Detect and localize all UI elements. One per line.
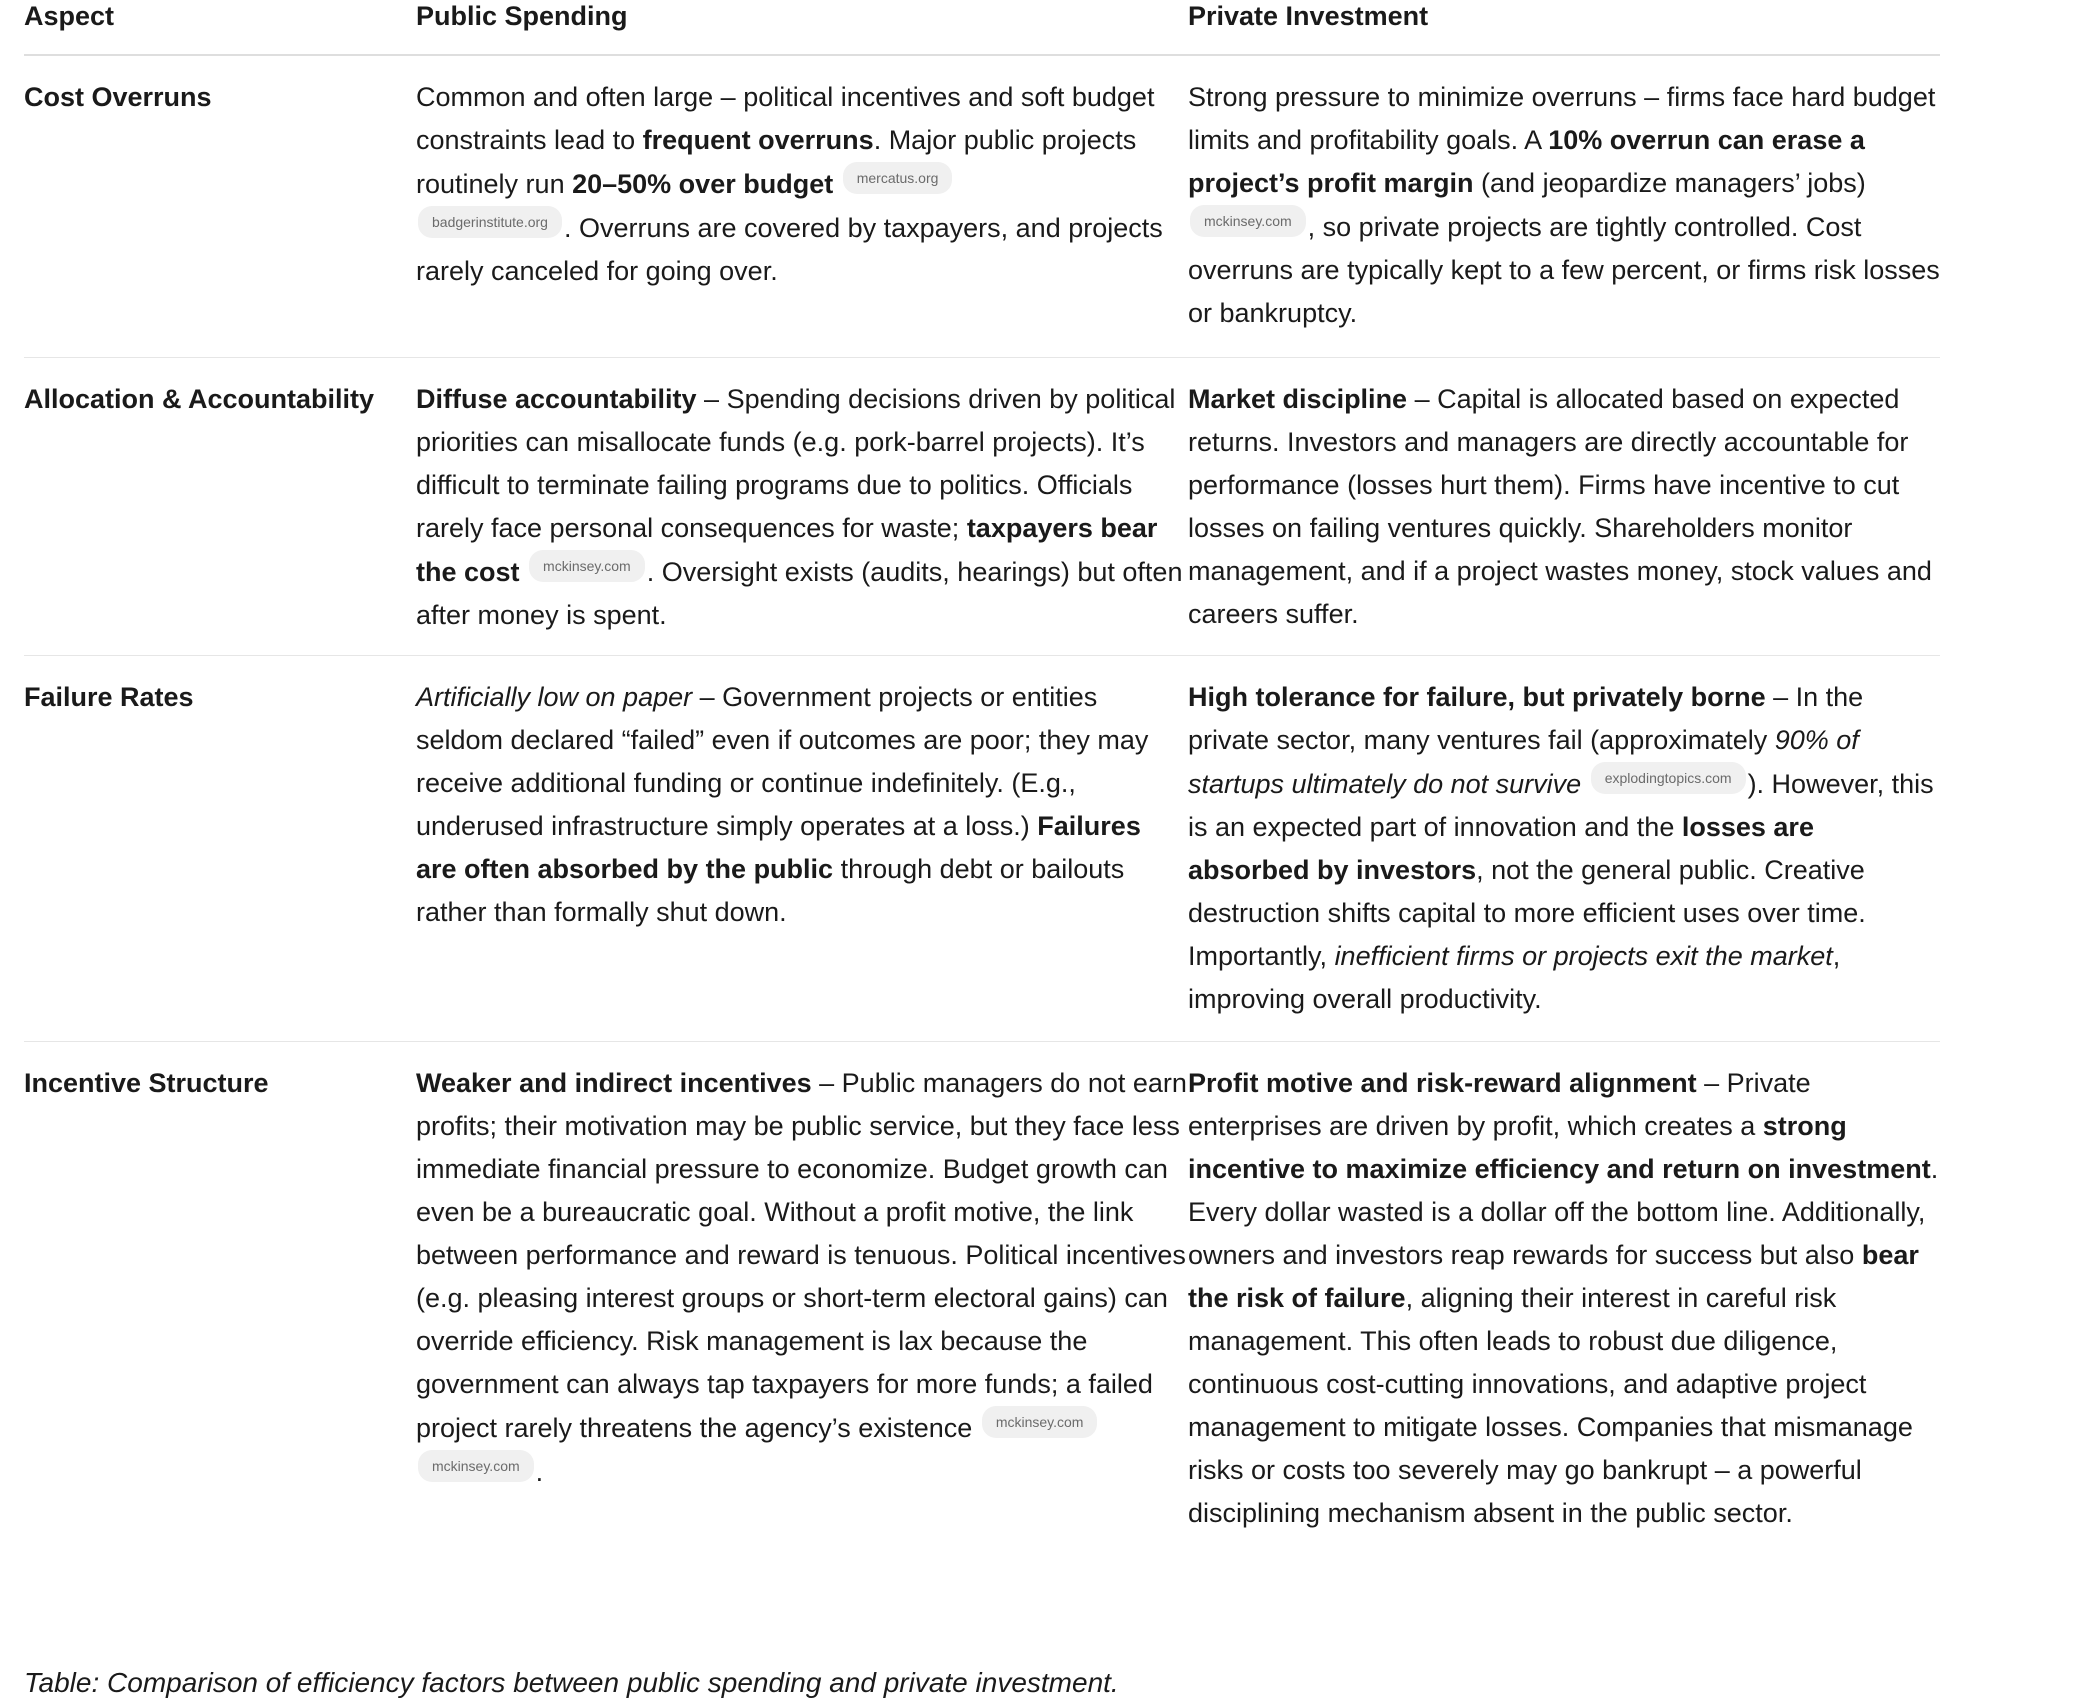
- header-private-investment: Private Investment: [1188, 1, 1429, 31]
- public-cell: Common and often large – political incentives and soft budget constraints lead to frequent overruns. Major public projects routinely run 20–50% over budget mercatus.org badgerinstitute.org . Overruns are covered by taxpayers, and projects rarely canceled for going over.: [416, 82, 1163, 286]
- private-cell: Profit motive and risk-reward alignment – Private enterprises are driven by profit, which creates a strong incentive to maximize efficiency and return on investment. Every dollar wasted is a dollar off the bottom line. Additionally, owners and investors reap rewards for success but also bear the risk of failure, aligning their interest in careful risk management. This often leads to robust due diligence, continuous cost-cutting innovations, and adaptive project management to mitigate losses. Companies that mismanage risks or costs too severely may go bankrupt – a powerful disciplining mechanism absent in the public sector.: [1188, 1068, 1939, 1528]
- aspect-label: Incentive Structure: [24, 1068, 269, 1098]
- citation-badge[interactable]: mercatus.org: [843, 162, 953, 194]
- aspect-label: Cost Overruns: [24, 82, 212, 112]
- table-header-row: [24, 0, 1940, 56]
- private-cell: Market discipline – Capital is allocated based on expected returns. Investors and managers are directly accountable for performance (losses hurt them). Firms have incentive to cut losses on failing ventures quickly. Shareholders monitor management, and if a project wastes money, stock values and careers suffer.: [1188, 384, 1932, 629]
- header-public-spending: Public Spending: [416, 1, 628, 31]
- comparison-table: [24, 0, 1940, 1602]
- private-cell: High tolerance for failure, but privately borne – In the private sector, many ventures fail (approximately 90% of startups ultimately do not survive explodingtopics.com ). However, this is an expected part of innovation and the losses are absorbed by investors, not the general public. Creative destruction shifts capital to more efficient uses over time. Importantly, inefficient firms or projects exit the market, improving overall productivity.: [1188, 682, 1934, 1014]
- table-row-cost-overruns: [24, 56, 1940, 358]
- table-row-incentive-structure: [24, 1042, 1940, 1602]
- header-aspect: Aspect: [24, 1, 115, 31]
- private-cell: Strong pressure to minimize overruns – firms face hard budget limits and profitability goals. A 10% overrun can erase a project’s profit margin (and jeopardize managers’ jobs) mckinsey.com , so private projects are tightly controlled. Cost overruns are typically kept to a few percent, or firms risk losses or bankruptcy.: [1188, 82, 1940, 328]
- citation-badge[interactable]: explodingtopics.com: [1591, 762, 1746, 794]
- citation-badge[interactable]: mckinsey.com: [982, 1406, 1098, 1438]
- public-cell: Artificially low on paper – Government projects or entities seldom declared “failed” even if outcomes are poor; they may receive additional funding or continue indefinitely. (E.g., underused infrastructure simply operates at a loss.) Failures are often absorbed by the public through debt or bailouts rather than formally shut down.: [416, 682, 1149, 927]
- aspect-label: Failure Rates: [24, 682, 194, 712]
- aspect-label: Allocation & Accountability: [24, 384, 375, 414]
- table-row-failure-rates: [24, 656, 1940, 1042]
- public-cell: Diffuse accountability – Spending decisions driven by political priorities can misallocate funds (e.g. pork-barrel projects). It’s difficult to terminate failing programs due to politics. Officials rarely face personal consequences for waste; taxpayers bear the cost mckinsey.com . Oversight exists (audits, hearings) but often after money is spent.: [416, 384, 1183, 630]
- public-cell: Weaker and indirect incentives – Public managers do not earn profits; their motivation may be public service, but they face less immediate financial pressure to economize. Budget growth can even be a bureaucratic goal. Without a profit motive, the link between performance and reward is tenuous. Political incentives (e.g. pleasing interest groups or short-term electoral gains) can override efficiency. Risk management is lax because the government can always tap taxpayers for more funds; a failed project rarely threatens the agency’s existence mckinsey.commckinsey.com .: [416, 1068, 1187, 1487]
- citation-badge[interactable]: mckinsey.com: [418, 1450, 534, 1482]
- citation-badge[interactable]: badgerinstitute.org: [418, 206, 562, 238]
- table-caption: Table: Comparison of efficiency factors between public spending and private investment.: [24, 1667, 1119, 1698]
- table-row-allocation-accountability: [24, 358, 1940, 656]
- citation-badge[interactable]: mckinsey.com: [1190, 205, 1306, 237]
- citation-badge[interactable]: mckinsey.com: [529, 550, 645, 582]
